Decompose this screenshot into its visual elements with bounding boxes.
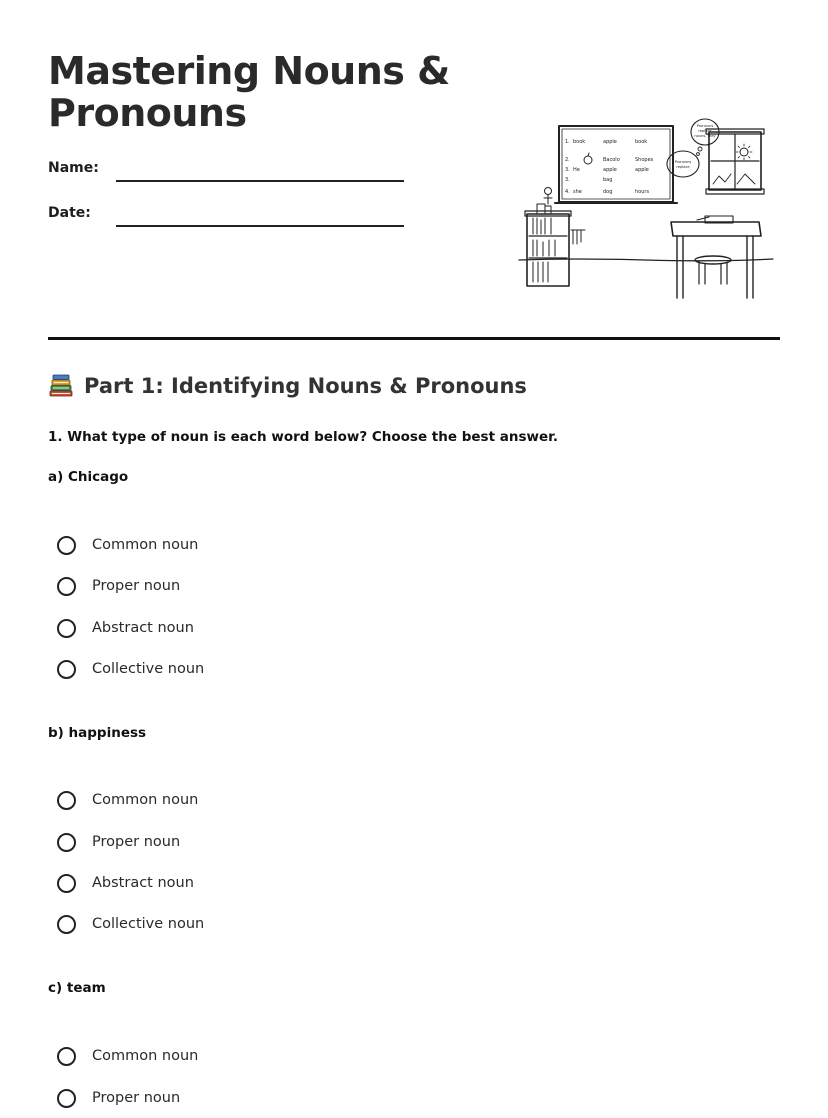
board-text: apple [603, 167, 617, 173]
name-label: Name: [48, 160, 99, 176]
option-label: Collective noun [92, 916, 205, 932]
option-proper-noun[interactable] [57, 830, 180, 854]
option-label: Common noun [92, 1048, 199, 1064]
option-proper-noun[interactable] [57, 1086, 180, 1110]
option-collective-noun[interactable] [57, 657, 204, 681]
page-title: Mastering Nouns & Pronouns [48, 49, 450, 135]
classroom-illustration [515, 112, 777, 304]
board-text: dog [603, 189, 613, 195]
board-text: apple [603, 139, 617, 145]
board-text: 4. [565, 189, 570, 195]
bubble-text: Pronouns [674, 160, 692, 164]
bubble-text: replace [698, 129, 712, 133]
radio-button[interactable] [57, 1047, 76, 1066]
name-line[interactable] [116, 180, 404, 182]
radio-button[interactable] [57, 791, 76, 810]
option-common-noun[interactable] [57, 533, 198, 557]
option-collective-noun[interactable] [57, 912, 204, 936]
option-label: Abstract noun [92, 875, 194, 891]
item-label: c) team [48, 980, 106, 996]
option-common-noun[interactable] [57, 1044, 198, 1068]
radio-button[interactable] [57, 1089, 76, 1108]
board-text: she [573, 189, 582, 195]
radio-button[interactable] [57, 536, 76, 555]
option-label: Proper noun [92, 578, 181, 594]
name-field[interactable] [48, 160, 408, 184]
question-text: 1. What type of noun is each word below? Choose the best answer. [48, 429, 558, 445]
option-label: Common noun [92, 537, 199, 553]
bubble-text: replace [676, 165, 690, 169]
option-proper-noun[interactable] [57, 574, 180, 598]
board-text: book [573, 139, 586, 145]
item-label: b) happiness [48, 725, 147, 741]
option-label: Collective noun [92, 661, 205, 677]
board-text: apple [635, 167, 649, 173]
board-text: hours [635, 189, 650, 195]
bubble-text: Pronouns [696, 124, 714, 128]
radio-button[interactable] [57, 660, 76, 679]
option-label: Common noun [92, 792, 199, 808]
board-text: He [573, 167, 580, 173]
date-line[interactable] [116, 225, 404, 227]
board-text: Bacolo [603, 157, 620, 163]
section-title-text: Part 1: Identifying Nouns & Pronouns [84, 374, 527, 398]
board-text: book [635, 139, 648, 145]
board-text: 3. [565, 177, 570, 183]
option-abstract-noun[interactable] [57, 616, 194, 640]
board-text: bag [603, 177, 613, 183]
radio-button[interactable] [57, 577, 76, 596]
item-label: a) Chicago [48, 469, 129, 485]
option-label: Abstract noun [92, 620, 194, 636]
date-field[interactable] [48, 205, 408, 229]
date-label: Date: [48, 205, 91, 221]
bubble-text: nouns, they [694, 134, 716, 138]
section-divider [48, 337, 780, 340]
board-text: Shopes [635, 157, 654, 163]
option-label: Proper noun [92, 834, 181, 850]
books-icon [48, 374, 74, 398]
board-text: 2. [565, 157, 570, 163]
board-text: 3. [565, 167, 570, 173]
option-common-noun[interactable] [57, 788, 198, 812]
radio-button[interactable] [57, 833, 76, 852]
board-text: 1. [565, 139, 570, 145]
radio-button[interactable] [57, 619, 76, 638]
option-label: Proper noun [92, 1090, 181, 1106]
radio-button[interactable] [57, 874, 76, 893]
radio-button[interactable] [57, 915, 76, 934]
section-heading [48, 374, 527, 398]
option-abstract-noun[interactable] [57, 871, 194, 895]
